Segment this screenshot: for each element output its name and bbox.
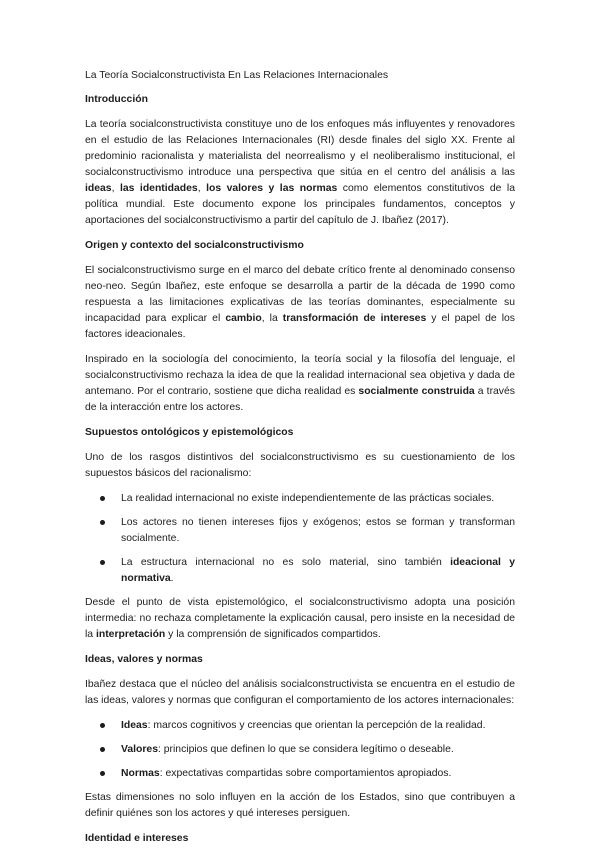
ideas-paragraph-1: Ibañez destaca que el núcleo del análisis socialconstructivista se encuentra en el estudio de las ideas, valores y normas que configuran el comportamiento de los actores internacionales:	[85, 679, 515, 706]
bullet-icon	[100, 496, 105, 501]
document-page	[85, 68, 515, 856]
emphasis-valores-normas: los valores y las normas	[206, 183, 338, 194]
section-heading-supuestos: Supuestos ontológicos y epistemológicos	[85, 427, 294, 438]
section-heading-introduccion: Introducción	[85, 94, 148, 105]
emphasis-identidades: las identidades	[119, 183, 198, 194]
list-item: Valores: principios que definen lo que se considera legítimo o deseable.	[85, 742, 515, 758]
list-item: Normas: expectativas compartidas sobre comportamientos apropiados.	[85, 766, 515, 782]
ideas-paragraph-2: Estas dimensiones no solo influyen en la acción de los Estados, sino que contribuyen a definir quiénes son los actores y qué intereses persiguen.	[85, 792, 515, 819]
emphasis-ideas: ideas	[85, 183, 112, 194]
section-heading-origen: Origen y contexto del socialconstructivismo	[85, 240, 304, 251]
list-item: La realidad internacional no existe independientemente de las prácticas sociales.	[85, 491, 515, 507]
bullet-icon	[100, 560, 105, 565]
bullet-icon	[100, 520, 105, 525]
bullet-icon	[100, 771, 105, 776]
emphasis-socialmente-construida: socialmente construida	[358, 386, 475, 397]
section-heading-ideas: Ideas, valores y normas	[85, 654, 203, 665]
origen-paragraph-1: El socialconstructivismo surge en el marco del debate crítico frente al denominado consenso neo-neo. Según Ibañez, este enfoque se desarrolla a partir de la década de 1990 como respuesta a las limitaciones explicativas de las teorías dominantes, especialmente su incapacidad para explicar el cambio, la transformación de intereses y el papel de los factores ideacionales.	[85, 265, 515, 340]
origen-paragraph-2: Inspirado en la sociología del conocimiento, la teoría social y la filosofía del lenguaje, el socialconstructivismo rechaza la idea de que la realidad internacional sea objetiva y dada de antemano. Por el contrario, sostiene que dicha realidad es socialmente construida a través de la interacción entre los actores.	[85, 354, 515, 413]
intro-paragraph: La teoría socialconstructivista constituye uno de los enfoques más influyentes y renovadores en el estudio de las Relaciones Internacionales (RI) desde finales del siglo XX. Frente al predominio racionalista y materialista del neorrealismo y el neoliberalismo institucional, el socialconstructivismo introduce una perspectiva que sitúa en el centro del análisis a las ideas, las identidades, los valores y las normas como elementos constitutivos de la política mundial. Este documento expone los principales fundamentos, conceptos y aportaciones del socialconstructivismo a partir del capítulo de J. Ibañez (2017).	[85, 119, 516, 226]
bullet-icon	[100, 723, 105, 728]
term-normas: Normas	[121, 768, 160, 779]
supuestos-list	[85, 491, 515, 587]
emphasis-cambio: cambio	[225, 313, 262, 324]
supuestos-paragraph-2: Desde el punto de vista epistemológico, el socialconstructivismo adopta una posición intermedia: no rechaza completamente la explicación causal, pero insiste en la necesidad de la interpretación y la comprensión de significados compartidos.	[85, 597, 515, 640]
ideas-list	[85, 718, 515, 782]
list-item: Ideas: marcos cognitivos y creencias que orientan la percepción de la realidad.	[85, 718, 515, 734]
term-ideas: Ideas	[121, 720, 148, 731]
supuestos-paragraph-1: Uno de los rasgos distintivos del socialconstructivismo es su cuestionamiento de los supuestos básicos del racionalismo:	[85, 452, 515, 479]
list-item: Los actores no tienen intereses fijos y exógenos; estos se forman y transforman socialmente.	[85, 515, 515, 547]
term-valores: Valores	[121, 744, 158, 755]
document-title: La Teoría Socialconstructivista En Las Relaciones Internacionales	[85, 70, 389, 81]
list-item: La estructura internacional no es solo material, sino también ideacional y normativa.	[85, 555, 515, 587]
section-heading-identidad: Identidad e intereses	[85, 833, 189, 844]
emphasis-transformacion: transformación de intereses	[282, 313, 427, 324]
emphasis-ideacional-normativa: ideacional y normativa	[121, 557, 515, 584]
bullet-icon	[100, 747, 105, 752]
emphasis-interpretacion: interpretación	[95, 629, 166, 640]
